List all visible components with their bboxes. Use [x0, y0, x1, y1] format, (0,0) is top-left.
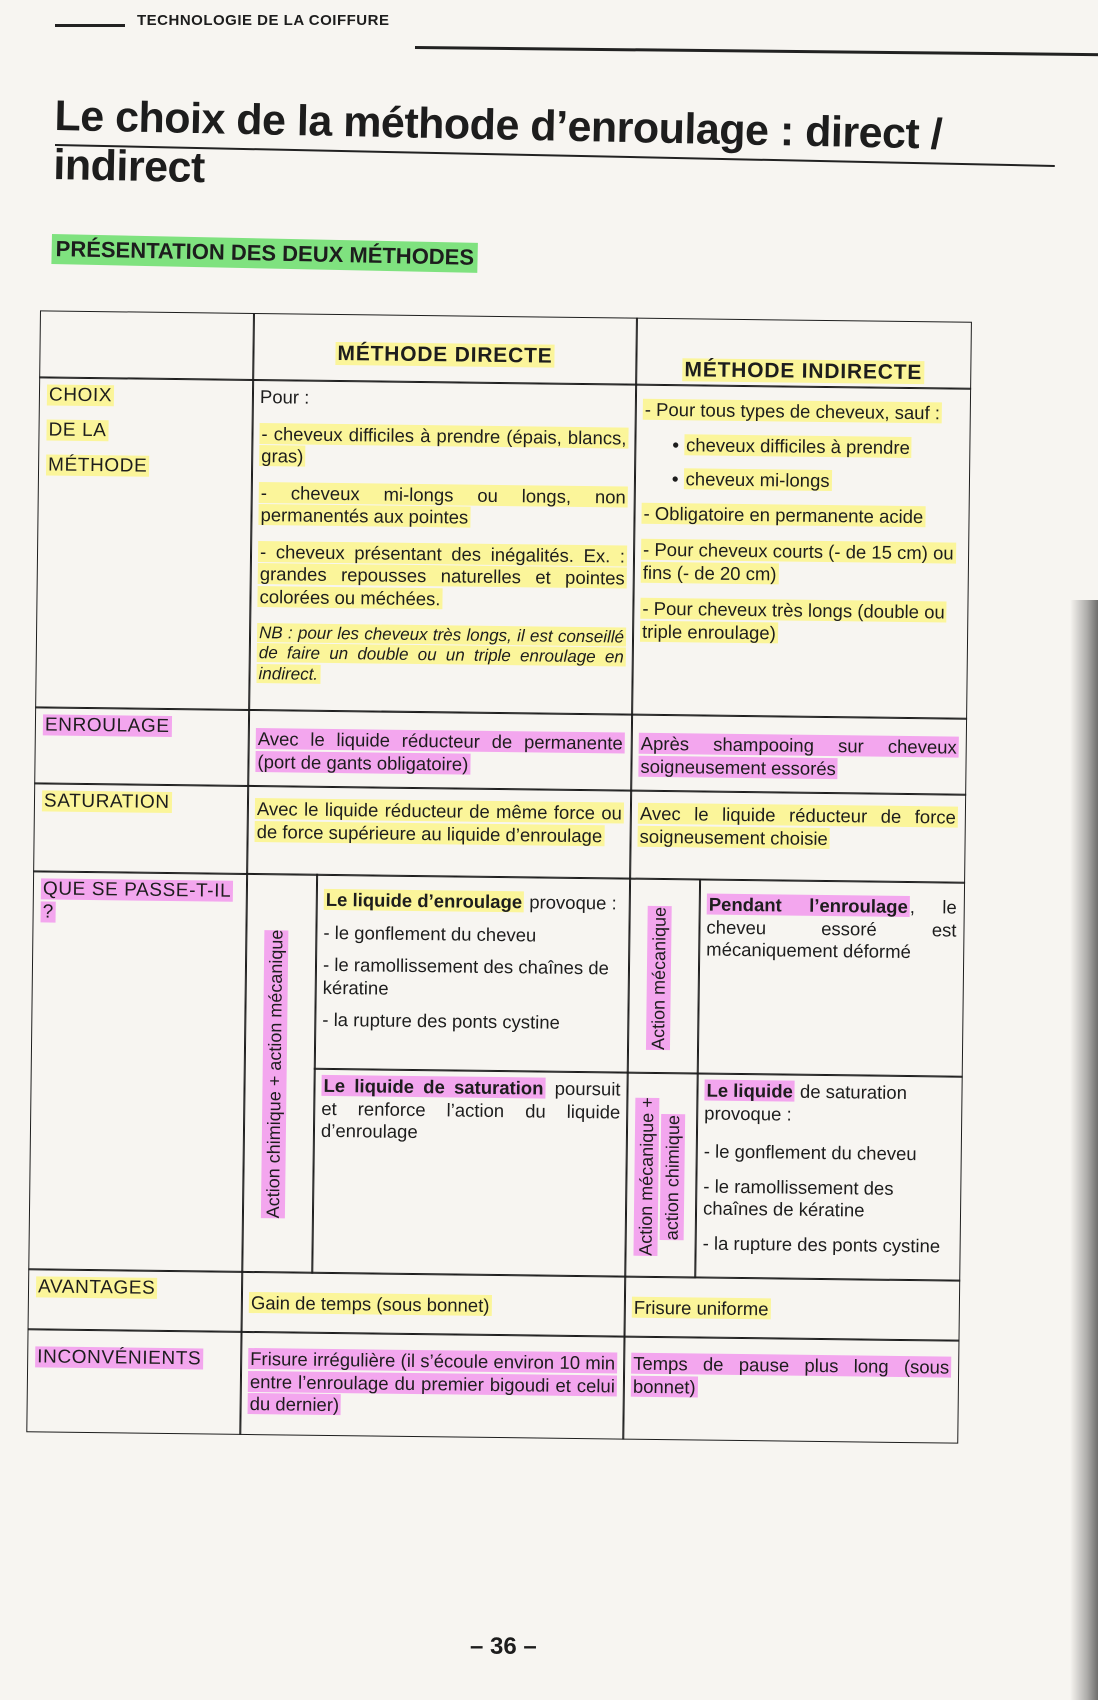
- inconvenients-indirect-text: Temps de pause plus long (sous bonnet): [632, 1352, 950, 1398]
- qsp-direct-top-bold: Le liquide d’enroulage: [325, 888, 523, 913]
- qsp-indirect-side-label-bottom-1: Action mécanique +: [635, 1097, 658, 1257]
- page-number: – 36 –: [470, 1633, 537, 1660]
- avantages-direct-cell: [241, 1271, 627, 1338]
- inconvenients-indirect-cell: [622, 1336, 959, 1444]
- saturation-direct-text: Avec le liquide réducteur de même force ou de force supérieure au liquide d’enroulage: [256, 798, 623, 846]
- row-label-que-se-passe: [28, 870, 248, 1273]
- qsp-direct-side-label: Action chimique + action mécanique: [262, 929, 287, 1219]
- qsp-indirect-side-label-top: Action mécanique: [648, 906, 670, 1050]
- qsp-direct-bottom-cell: [311, 1068, 628, 1278]
- saturation-indirect-cell: [629, 790, 966, 884]
- avantages-indirect-text: Frisure uniforme: [633, 1296, 769, 1320]
- qsp-direct-top-cell: [314, 874, 631, 1074]
- header-rule-left: [55, 24, 125, 27]
- qsp-direct-top-item-1: - le gonflement du cheveu: [323, 921, 537, 946]
- row-label-enroulage: [34, 706, 250, 787]
- inconvenients-direct-cell: [239, 1331, 625, 1440]
- qsp-direct-bottom-rest: poursuit et renforce l’action du liquide d’enroulage: [320, 1077, 621, 1143]
- qsp-direct-top-item-2: - le ramollissement des chaînes de kératine: [322, 953, 609, 999]
- choix-direct-cell: [248, 379, 637, 716]
- enroulage-label: ENROULAGE: [44, 714, 170, 737]
- choix-indirect-intro: - Pour tous types de cheveux, sauf :: [644, 398, 941, 424]
- header-direct-label: MÉTHODE DIRECTE: [337, 342, 553, 368]
- section-heading: PRÉSENTATION DES DEUX MÉTHODES: [51, 234, 478, 273]
- choix-indirect-bullet-1: cheveux difficiles à prendre: [685, 433, 910, 458]
- scan-binding-shadow: [1070, 600, 1098, 1700]
- qsp-direct-side-cell: [241, 873, 318, 1274]
- header-empty-cell: [39, 310, 255, 381]
- avantages-indirect-cell: [623, 1276, 960, 1342]
- qsp-indirect-side-bottom-cell: [624, 1072, 699, 1279]
- saturation-direct-cell: [246, 785, 632, 880]
- qsp-indirect-bottom-rest: de saturation provoque :: [704, 1080, 908, 1125]
- qsp-indirect-bottom-item-3: - la rupture des ponts cystine: [702, 1232, 941, 1257]
- choix-label-line-2: DE LA: [48, 419, 107, 442]
- choix-direct-intro: Pour :: [259, 386, 310, 408]
- choix-direct-item-1: - cheveux difficiles à prendre (épais, blancs, gras): [261, 422, 627, 467]
- comparison-table: [0, 310, 1060, 1573]
- running-head: [55, 10, 1055, 40]
- inconvenients-label: INCONVÉNIENTS: [37, 1346, 202, 1370]
- row-label-saturation: [33, 782, 249, 875]
- choix-indirect-cell: [631, 384, 971, 720]
- saturation-label: SATURATION: [43, 790, 170, 813]
- qsp-indirect-bottom-bold: Le liquide: [706, 1079, 793, 1102]
- choix-direct-item-2: - cheveux mi-longs ou longs, non permanentés aux pointes: [260, 481, 626, 528]
- choix-label-line-1: CHOIX: [48, 384, 113, 407]
- avantages-direct-text: Gain de temps (sous bonnet): [250, 1292, 490, 1316]
- choix-direct-nb: NB : pour les cheveux très longs, il est conseillé de faire un double ou un triple enroulage en indirect.: [258, 622, 625, 684]
- avantages-label: AVANTAGES: [37, 1276, 156, 1299]
- qsp-indirect-side-top-cell: [627, 878, 701, 1075]
- qsp-indirect-top-bold: Pendant l’enroulage: [708, 893, 908, 918]
- enroulage-indirect-text: Après shampooing sur cheveux soigneusement essorés: [640, 732, 957, 779]
- qsp-indirect-top-cell: [697, 878, 965, 1077]
- choix-indirect-item-2: - Pour cheveux courts (- de 15 cm) ou fins (- de 20 cm): [642, 539, 954, 585]
- row-label-choix: [35, 376, 254, 711]
- choix-indirect-item-3: - Pour cheveux très longs (double ou triple enroulage): [641, 598, 945, 644]
- header-rule-right: [415, 46, 1098, 56]
- qsp-indirect-top-rest: , le cheveu essoré est mécaniquement déformé: [706, 896, 957, 963]
- qsp-indirect-side-label-bottom-2: action chimique: [661, 1114, 684, 1240]
- choix-label-line-3: MÉTHODE: [47, 454, 148, 478]
- qsp-direct-top-rest: provoque :: [524, 891, 617, 914]
- running-head-label: TECHNOLOGIE DE LA COIFFURE: [137, 12, 390, 29]
- qsp-indirect-bottom-cell: [694, 1072, 962, 1281]
- inconvenients-direct-text: Frisure irrégulière (il s’écoule environ 10 min entre l’enroulage du premier bigoudi et celui du dernier): [249, 1348, 616, 1416]
- row-label-inconvenients: [26, 1328, 242, 1435]
- choix-direct-item-3: - cheveux présentant des inégalités. Ex. : grandes repousses naturelles et pointes colorées ou méchées.: [259, 540, 626, 610]
- enroulage-direct-cell: [247, 709, 633, 792]
- row-label-avantages: [28, 1268, 244, 1333]
- header-direct: [252, 313, 638, 386]
- choix-indirect-bullet-2: cheveux mi-longs: [685, 468, 830, 492]
- qsp-indirect-bottom-item-1: - le gonflement du cheveu: [703, 1140, 917, 1165]
- header-indirect: [635, 318, 972, 390]
- qsp-direct-bottom-bold: Le liquide de saturation: [323, 1074, 544, 1099]
- enroulage-direct-text: Avec le liquide réducteur de permanente (port de gants obligatoire): [257, 728, 623, 775]
- enroulage-indirect-cell: [630, 714, 967, 796]
- que-se-passe-label: QUE SE PASSE-T-IL ?: [42, 878, 232, 923]
- saturation-indirect-text: Avec le liquide réducteur de force soigneusement choisie: [639, 802, 957, 849]
- header-indirect-label: MÉTHODE INDIRECTE: [684, 358, 923, 385]
- choix-indirect-item-1: - Obligatoire en permanente acide: [643, 502, 924, 527]
- qsp-direct-top-item-3: - la rupture des ponts cystine: [322, 1009, 561, 1034]
- page-title: Le choix de la méthode d’enroulage : direct / indirect: [52, 92, 943, 193]
- qsp-indirect-bottom-item-2: - le ramollissement des chaînes de kératine: [702, 1175, 894, 1221]
